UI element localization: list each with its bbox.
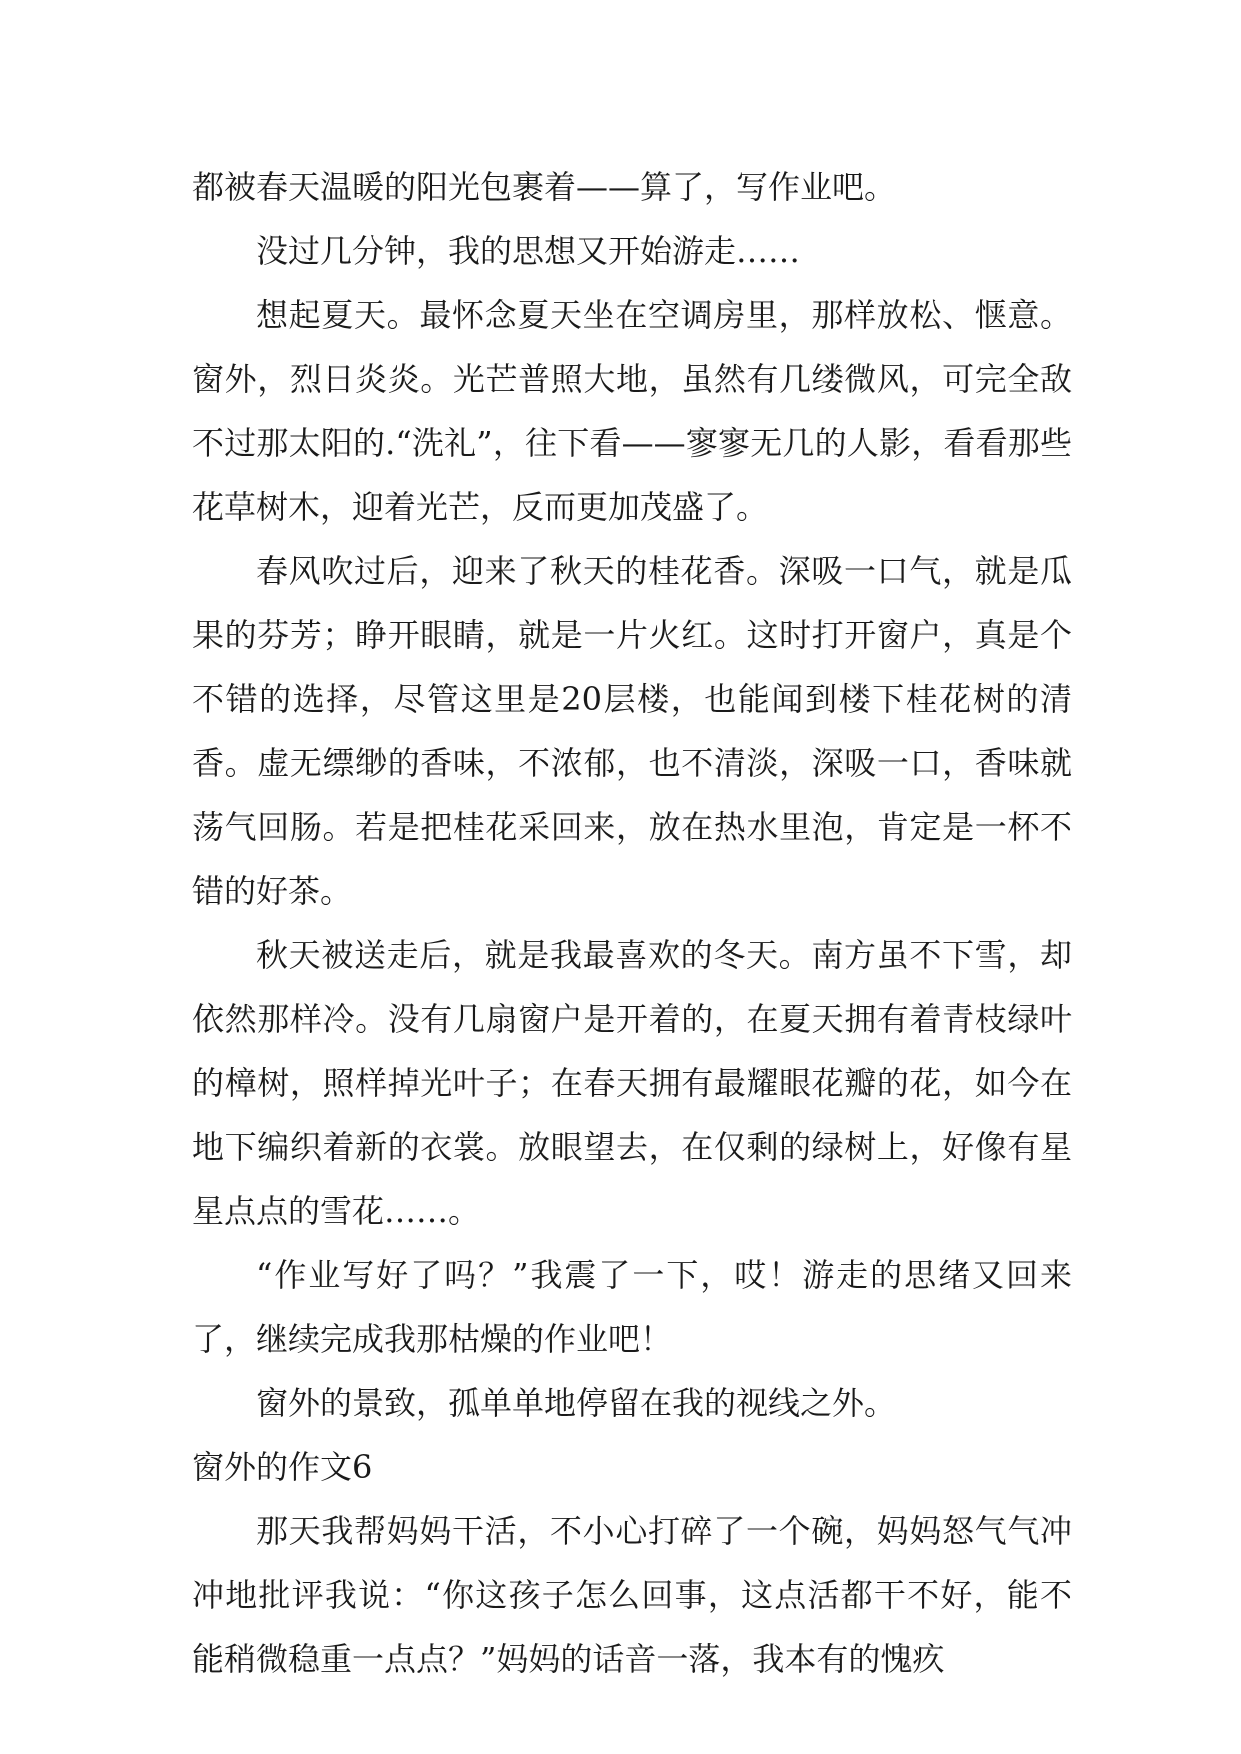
paragraph-7: 窗外的景致，孤单单地停留在我的视线之外。 [256,1384,897,1422]
paragraph-2: 没过几分钟，我的思想又开始游走…… [256,232,801,270]
paragraph-3: 想起夏天。最怀念夏天坐在空调房里，那样放松、惬意。窗外，烈日炎炎。光芒普照大地，虽然有几缕微风，可完全敌不过那太阳的.“洗礼”，往下看——寥寥无几的人影，看看那些花草树木，迎着光芒，反而更加茂盛了。 [192,296,1072,526]
paragraph-6: “作业写好了吗？”我震了一下，哎！游走的思绪又回来了，继续完成我那枯燥的作业吧！ [192,1256,1072,1358]
paragraph-5: 秋天被送走后，就是我最喜欢的冬天。南方虽不下雪，却依然那样冷。没有几扇窗户是开着的，在夏天拥有着青枝绿叶的樟树，照样掉光叶子；在春天拥有最耀眼花瓣的花，如今在地下编织着新的衣裳。放眼望去，在仅剩的绿树上，好像有星星点点的雪花……。 [192,936,1072,1230]
paragraph-4: 春风吹过后，迎来了秋天的桂花香。深吸一口气，就是瓜果的芬芳；睁开眼睛，就是一片火红。这时打开窗户，真是个不错的选择，尽管这里是20层楼，也能闻到楼下桂花树的清香。虚无缥缈的香味，不浓郁，也不清淡，深吸一口，香味就荡气回肠。若是把桂花采回来，放在热水里泡，肯定是一杯不错的好茶。 [192,552,1072,910]
paragraph-1: 都被春天温暖的阳光包裹着——算了，写作业吧。 [192,168,897,206]
document-page [192,155,1072,1691]
section-heading: 窗外的作文6 [192,1448,373,1486]
paragraph-8: 那天我帮妈妈干活，不小心打碎了一个碗，妈妈怒气气冲冲地批评我说：“你这孩子怎么回事，这点活都干不好，能不能稍微稳重一点点？”妈妈的话音一落，我本有的愧疚 [192,1512,1072,1678]
